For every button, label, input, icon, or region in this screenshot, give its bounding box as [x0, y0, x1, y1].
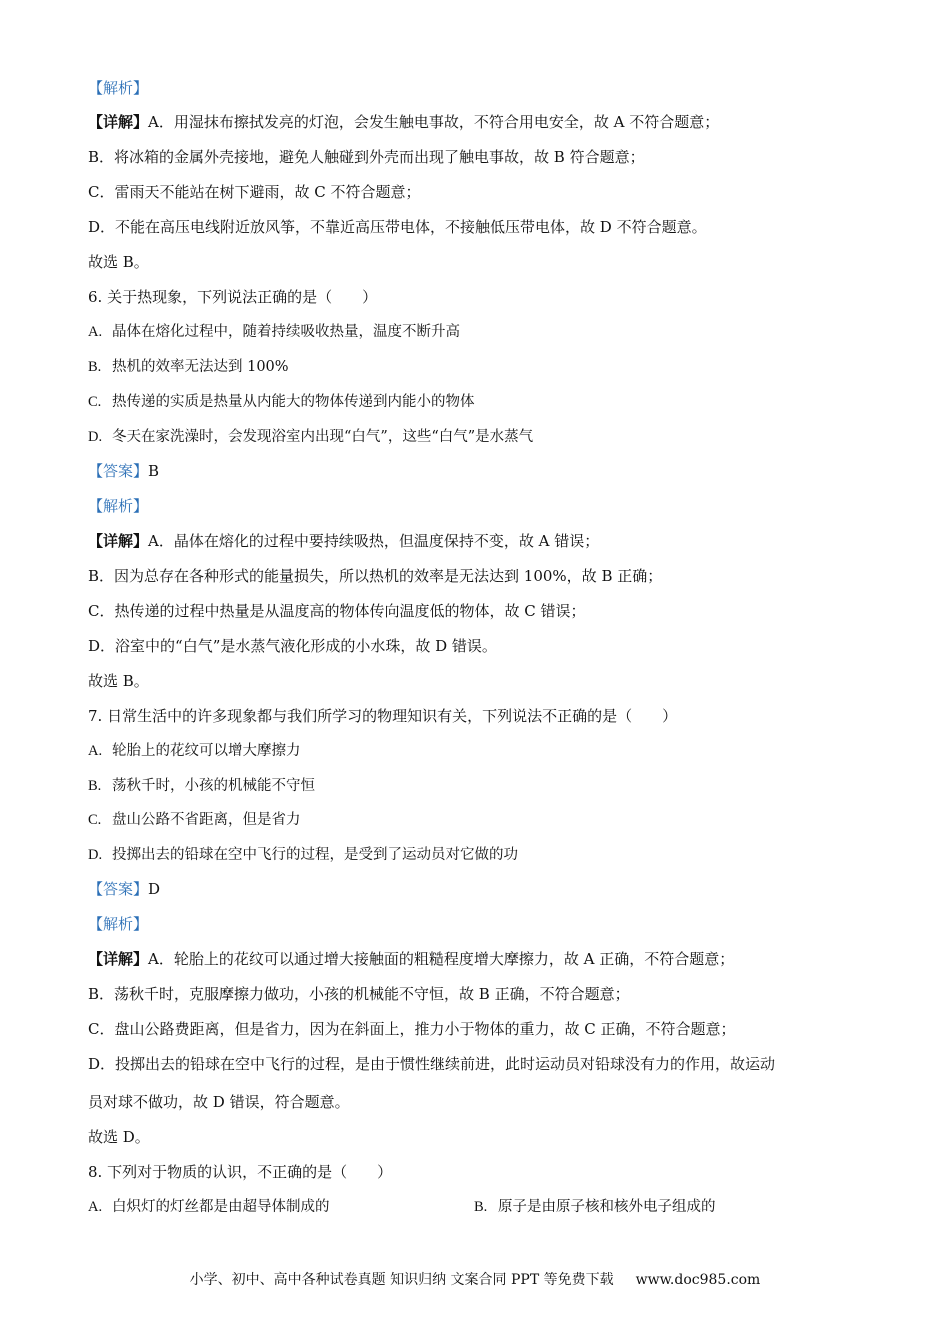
paragraph-line	[88, 671, 149, 691]
paragraph-text: D．不能在高压电线附近放风筝，不靠近高压带电体，不接触低压带电体，故 D 不符合题意。	[88, 218, 707, 236]
paragraph-line	[88, 217, 707, 237]
paragraph-text: C．盘山公路费距离，但是省力，因为在斜面上，推力小于物体的重力，故 C 正确，不符合题意；	[88, 1020, 736, 1038]
paragraph-text: C．雷雨天不能站在树下避雨，故 C 不符合题意；	[88, 183, 421, 201]
analysis-tag: 【解析】	[88, 915, 149, 933]
option-text: 投掷出去的铅球在空中飞行的过程，是受到了运动员对它做的功	[112, 847, 518, 863]
footer-text: 小学、初中、高中各种试卷真题 知识归纳 文案合同 PPT 等免费下载	[189, 1272, 614, 1288]
paragraph-text: B．因为总存在各种形式的能量损失，所以热机的效率是无法达到 100%，故 B 正确；	[88, 567, 663, 585]
detail-tag: 【详解】	[88, 532, 149, 550]
question-stem	[88, 706, 677, 726]
detail-line	[88, 531, 599, 551]
question-text: 8. 下列对于物质的认识，不正确的是（ ）	[88, 1163, 393, 1181]
paragraph-line	[88, 147, 645, 167]
option-item	[88, 845, 518, 865]
question-text: 6. 关于热现象，下列说法正确的是（ ）	[88, 288, 378, 306]
analysis-heading	[88, 496, 148, 516]
detail-line	[88, 949, 734, 969]
paragraph-line	[88, 636, 497, 656]
option-item	[88, 357, 289, 377]
option-text: 盘山公路不省距离，但是省力	[112, 812, 301, 828]
option-text: 白炽灯的灯丝都是由超导体制成的	[112, 1199, 330, 1215]
paragraph-text: 故选 D。	[88, 1128, 150, 1146]
option-letter: B.	[474, 1199, 488, 1215]
footer-site-link[interactable]: www.doc985.com	[635, 1272, 761, 1288]
option-letter: C.	[88, 394, 102, 410]
question-text: 7. 日常生活中的许多现象都与我们所学习的物理知识有关，下列说法不正确的是（ ）	[88, 707, 678, 725]
paragraph-line	[88, 601, 586, 621]
option-letter: C.	[88, 812, 102, 828]
option-letter: A.	[88, 324, 103, 340]
paragraph-text: 员对球不做功，故 D 错误，符合题意。	[88, 1093, 350, 1111]
paragraph-text: D．浴室中的“白气”是水蒸气液化形成的小水珠，故 D 错误。	[88, 637, 497, 655]
detail-line	[88, 112, 719, 132]
option-row	[88, 1197, 716, 1217]
option-letter: A.	[88, 1199, 103, 1215]
paragraph-line	[88, 984, 630, 1004]
answer-line	[88, 461, 159, 481]
paragraph-line	[88, 1127, 150, 1147]
option-text: 荡秋千时，小孩的机械能不守恒	[112, 778, 315, 794]
analysis-tag: 【解析】	[88, 79, 149, 97]
option-letter: B.	[88, 359, 102, 375]
option-item	[474, 1199, 716, 1215]
detail-tag: 【详解】	[88, 113, 149, 131]
option-item	[88, 392, 475, 412]
paragraph-line	[88, 252, 149, 272]
option-item	[88, 810, 301, 830]
paragraph-line	[88, 566, 662, 586]
analysis-tag: 【解析】	[88, 497, 149, 515]
answer-tag: 【答案】	[88, 462, 149, 480]
detail-text: A．轮胎上的花纹可以通过增大接触面的粗糙程度增大摩擦力，故 A 正确，不符合题意；	[148, 950, 735, 968]
detail-text: A．用湿抹布擦拭发亮的灯泡，会发生触电事故，不符合用电安全，故 A 不符合题意；	[148, 113, 720, 131]
option-item	[88, 322, 460, 342]
paragraph-line	[88, 1092, 350, 1112]
paragraph-text: B．荡秋千时，克服摩擦力做功，小孩的机械能不守恒，故 B 正确，不符合题意；	[88, 985, 630, 1003]
option-letter: D.	[88, 847, 103, 863]
paragraph-line	[88, 1019, 736, 1039]
paragraph-text: 故选 B。	[88, 672, 149, 690]
option-text: 热传递的实质是热量从内能大的物体传递到内能小的物体	[112, 394, 475, 410]
option-text: 冬天在家洗澡时，会发现浴室内出现“白气”，这些“白气”是水蒸气	[112, 429, 534, 445]
paragraph-text: B．将冰箱的金属外壳接地，避免人触碰到外壳而出现了触电事故，故 B 符合题意；	[88, 148, 645, 166]
option-text: 晶体在熔化过程中，随着持续吸收热量，温度不断升高	[112, 324, 460, 340]
answer-line	[88, 879, 160, 899]
analysis-heading	[88, 78, 148, 98]
paragraph-line	[88, 182, 421, 202]
option-item	[88, 776, 315, 796]
detail-tag: 【详解】	[88, 950, 149, 968]
option-text: 轮胎上的花纹可以增大摩擦力	[112, 743, 301, 759]
option-text: 热机的效率无法达到 100%	[112, 359, 289, 375]
answer-tag: 【答案】	[88, 880, 149, 898]
option-item	[88, 741, 301, 761]
detail-text: A．晶体在熔化的过程中要持续吸热，但温度保持不变，故 A 错误；	[148, 532, 600, 550]
option-text: 原子是由原子核和核外电子组成的	[498, 1199, 716, 1215]
option-letter: A.	[88, 743, 103, 759]
analysis-heading	[88, 914, 148, 934]
paragraph-line	[88, 1054, 775, 1074]
option-letter: B.	[88, 778, 102, 794]
option-item	[88, 427, 533, 447]
paragraph-text: D．投掷出去的铅球在空中飞行的过程，是由于惯性继续前进，此时运动员对铅球没有力的作用，故运动	[88, 1055, 776, 1073]
option-item	[88, 1197, 474, 1217]
question-stem	[88, 287, 377, 307]
page-footer	[0, 1270, 950, 1290]
paragraph-text: 故选 B。	[88, 253, 149, 271]
paragraph-text: C．热传递的过程中热量是从温度高的物体传向温度低的物体，故 C 错误；	[88, 602, 586, 620]
answer-value: D	[148, 880, 161, 898]
option-letter: D.	[88, 429, 103, 445]
answer-value: B	[148, 462, 160, 480]
question-stem	[88, 1162, 392, 1182]
